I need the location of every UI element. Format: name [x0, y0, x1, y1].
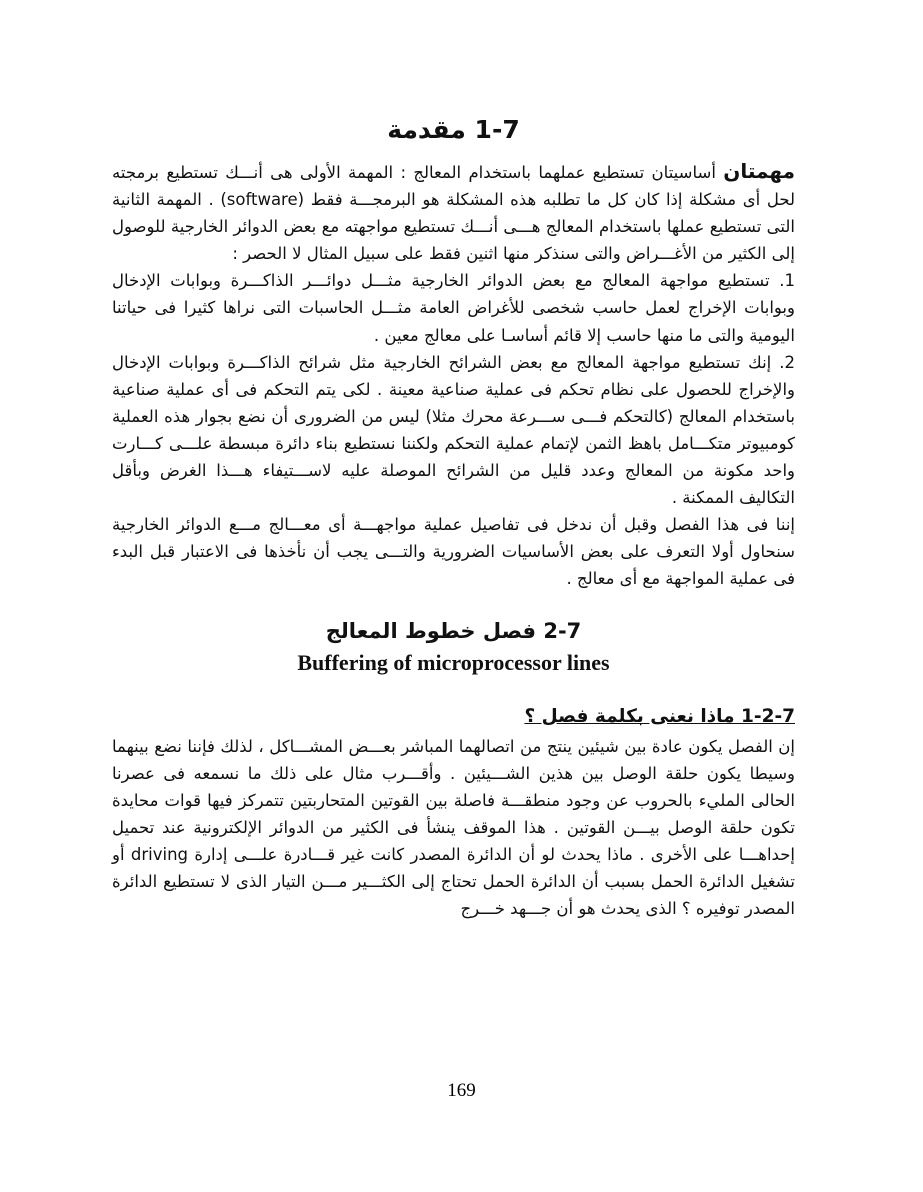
subsection-heading: 1-2-7 ماذا نعنى بكلمة فصل ؟: [524, 705, 795, 727]
intro-text: أساسيتان تستطيع عملهما باستخدام المعالج : المهمة الأولى هى أنـــك تستطيع برمجته لحل أى مشكلة إذا كان كل ما تطلبه هذه المشكلة هو البرمجـــة فقط (software) . المهمة الثانية التى تستطيع عملها باستخدام المعالج هـــى أنـــك تستطيع مواجهته مع بعض الدوائر الخارجية للوصول إلى الكثير من الأغـــراض والتى سنذكر منها اثنين فقط على سبيل المثال لا الحصر :: [112, 163, 796, 264]
section-heading-buffering-ar: 2-7 فصل خطوط المعالج: [325, 618, 582, 643]
section-heading-buffering-en: Buffering of microprocessor lines: [297, 649, 610, 675]
page-number: 169: [447, 1080, 476, 1101]
lead-word: مهمتان: [723, 159, 795, 183]
closing-paragraph: إننا فى هذا الفصل وقبل أن ندخل فى تفاصيل عملية مواجهـــة أى معـــالج مـــع الدوائر الخارجية سنحاول أولا التعرف على بعض الأساسيات الضرورية والتـــى يجب أن نأخذها فى الاعتبار قبل البدء فى عملية المواجهة مع أى معالج .: [112, 515, 795, 589]
section-heading-introduction: 1-7 مقدمة: [387, 115, 520, 144]
subsection-paragraph: إن الفصل يكون عادة بين شيئين ينتج من اتصالهما المباشر بعـــض المشـــاكل ، لذلك فإننا نضع بينهما وسيطا يكون حلقة الوصل بين هذين الشـــيئين . وأقـــرب مثال على ذلك ما نسمعه فى عصرنا الحالى المليء بالحروب عن وجود منطقـــة فاصلة بين القوتين المتحاربتين تتمركز فيها قوات محايدة تكون حلقة الوصل بيـــن القوتين . هذا الموقف ينشأ فى الكثير من الدوائر الإلكترونية عند تحميل إحداهـــا على الأخرى . ماذا يحدث لو أن الدائرة المصدر كانت غير قـــادرة علـــى إدارة driving أو تشغيل الدائرة الحمل بسبب أن الدائرة الحمل تحتاج إلى الكثـــير مـــن التيار الذى لا تستطيع الدائرة المصدر توفيره ؟ الذى يحدث هو أن جـــهد خـــرج: [112, 736, 795, 919]
intro-paragraph: [112, 158, 795, 267]
list-item-1: 1. تستطيع مواجهة المعالج مع بعض الدوائر الخارجية مثـــل دوائـــر الذاكـــرة وبوابات الإدخال وبوابات الإخراج لعمل حاسب شخصى للأغراض العامة مثـــل الحاسبات التى نراها كثيرا فى حياتنا اليومية والتى ما منها حاسب إلا قائم أساسـا على معالج معين .: [112, 271, 795, 345]
list-item-2: 2. إنك تستطيع مواجهة المعالج مع بعض الشرائح الخارجية مثل شرائح الذاكـــرة وبوابات الإدخال والإخراج للحصول على نظام تحكم فى عملية صناعية معينة . لكى يتم التحكم فى أى عملية صناعية باستخدام المعالج (كالتحكم فـــى ســـرعة محرك مثلا) ليس من الضرورى أن نضع بجوار هذه العملية كومبيوتر متكـــامل باهظ الثمن لإتمام عملية التحكم ولكننا نستطيع بناء دائرة مبسطة علـــى كـــارت واحد مكونة من المعالج وعدد قليل من الشرائح الموصلة عليه لاســـتيفاء هـــذا الغرض وبأقل التكاليف الممكنة .: [112, 352, 795, 508]
